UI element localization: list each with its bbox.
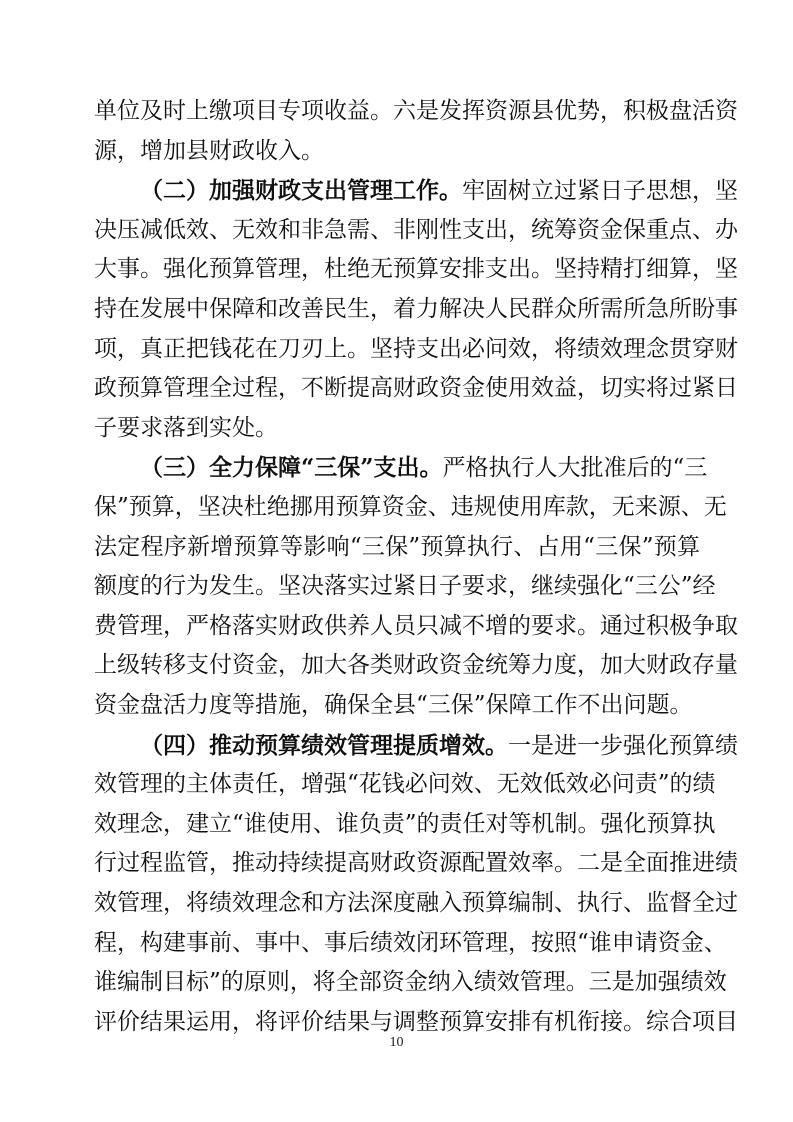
body-text: 谁编制目标”的原则，将全部资金纳入绩效管理。三是加强绩效: [94, 969, 727, 996]
section-heading: （四）推动预算绩效管理提质增效。: [140, 731, 508, 759]
section-heading-line: [140, 448, 708, 488]
body-text-line: [94, 686, 700, 726]
body-text: 额度的行为发生。坚决落实过紧日子要求，继续强化“三公”经: [94, 573, 716, 600]
body-text-line: [94, 765, 716, 805]
body-text: 程，构建事前、事中、事后绩效闭环管理，按照“谁申请资金、: [94, 929, 727, 956]
body-text: 决压减低效、无效和非急需、非刚性支出，统筹资金保重点、办: [94, 216, 738, 243]
body-text-line: [94, 844, 738, 884]
body-text: 大事。强化预算管理，杜绝无预算安排支出。坚持精打细算，坚: [94, 256, 738, 283]
body-text: 单位及时上缴项目专项收益。六是发挥资源县优势，积极盘活资: [94, 98, 738, 124]
body-text: 持在发展中保障和改善民生，着力解决人民群众所需所急所盼事: [94, 296, 738, 322]
body-text: 效管理，将绩效理念和方法深度融入预算编制、执行、监督全过: [94, 890, 738, 916]
body-text: 牢固树立过紧日子思想，坚: [462, 178, 738, 205]
body-text-line: [94, 290, 738, 330]
body-text-line: [94, 924, 727, 964]
body-text-line: [94, 884, 738, 924]
page-number: 10: [389, 1035, 404, 1050]
body-text-line: [94, 330, 738, 370]
body-text: 上级转移支付资金，加大各类财政资金统筹力度，加大财政存量: [94, 652, 738, 679]
body-text: 一是进一步强化预算绩: [508, 732, 738, 759]
body-text-line: [94, 211, 738, 251]
body-text-line: [94, 567, 716, 607]
body-text-line: [94, 369, 738, 409]
section-heading-line: [140, 171, 738, 211]
body-text-line: [94, 805, 716, 845]
body-text-line: [94, 488, 727, 528]
section-heading: （二）加强财政支出管理工作。: [140, 177, 462, 205]
body-text-line: [94, 646, 738, 686]
body-text: 严格执行人大批准后的“三: [442, 455, 708, 482]
body-text-line: [94, 409, 700, 449]
body-text: 项，真正把钱花在刀刃上。坚持支出必问效，将绩效理念贯穿财: [94, 335, 738, 362]
body-text-line: [94, 132, 700, 172]
body-text: 资金盘活力度等措施，确保全县“三保”保障工作不出问题。: [94, 692, 693, 718]
body-text-line: [94, 92, 738, 132]
section-heading-line: [140, 726, 738, 766]
body-text: 法定程序新增预算等影响“三保”预算执行、占用“三保”预算: [94, 533, 700, 560]
body-text-line: [94, 250, 738, 290]
body-text: 源，增加县财政收入。: [94, 137, 324, 164]
section-heading: （三）全力保障“三保”支出。: [140, 454, 443, 482]
body-text: 政预算管理全过程，不断提高财政资金使用效益，切实将过紧日: [94, 375, 738, 402]
body-text: 效管理的主体责任，增强“花钱必问效、无效低效必问责”的绩: [94, 771, 716, 798]
body-text-line: [94, 607, 738, 647]
body-text: 费管理，严格落实财政供养人员只减不增的要求。通过积极争取: [94, 612, 738, 639]
body-text: 效理念，建立“谁使用、谁负责”的责任对等机制。强化预算执: [94, 810, 716, 837]
body-text: 子要求落到实处。: [94, 414, 278, 441]
body-text-line: [94, 528, 700, 568]
body-text: 评价结果运用，将评价结果与调整预算安排有机衔接。综合项目: [94, 1008, 738, 1035]
body-text-line: [94, 963, 727, 1003]
body-text: 保”预算，坚决杜绝挪用预算资金、违规使用库款，无来源、无: [94, 494, 727, 520]
body-text: 行过程监管，推动持续提高财政资源配置效率。二是全面推进绩: [94, 850, 738, 877]
